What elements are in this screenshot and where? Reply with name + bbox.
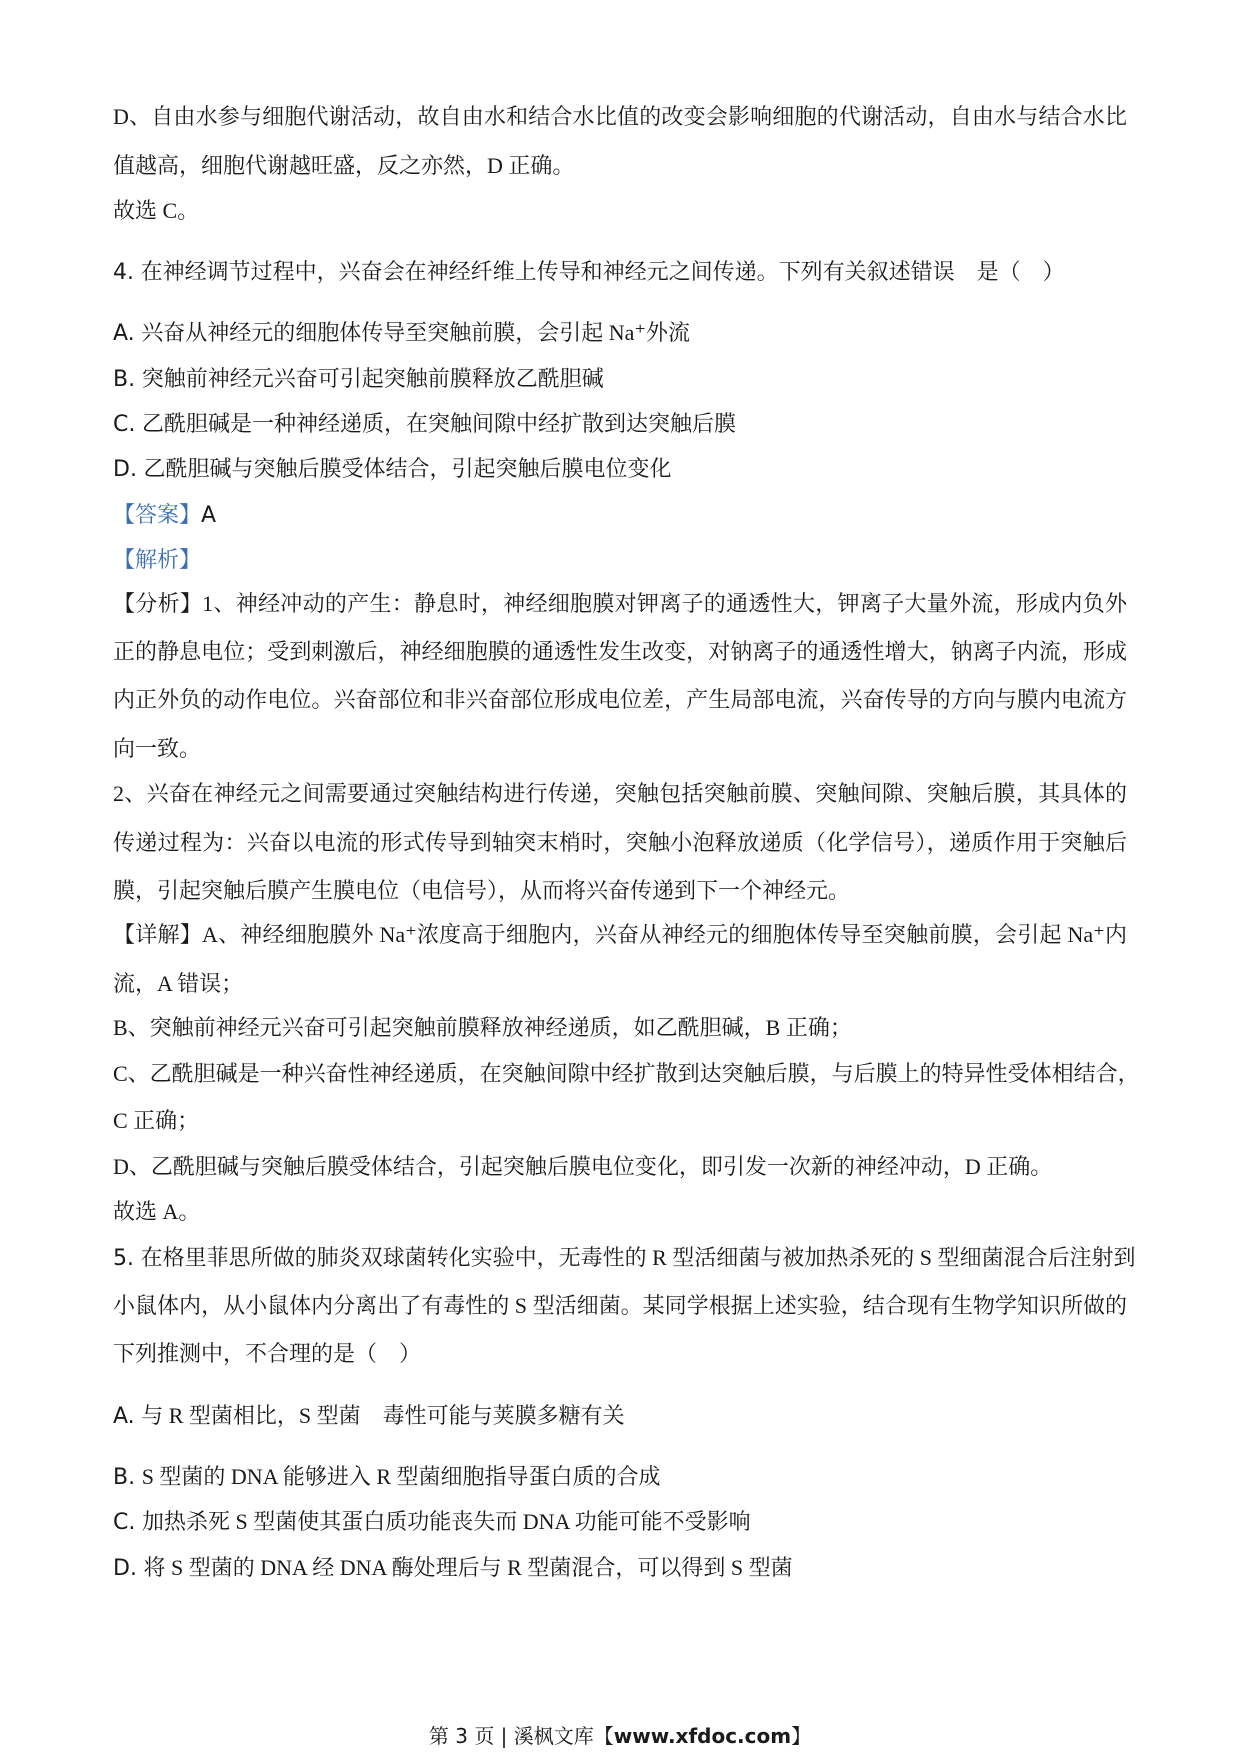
option-text: 乙酰胆碱与突触后膜受体结合，引起突触后膜电位变化 [143, 456, 672, 481]
analysis-line: 2、兴奋在神经元之间需要通过突触结构进行传递，突触包括突触前膜、突触间隙、突触后膜，其具体的 [113, 781, 1127, 806]
detail-line: B、突触前神经元兴奋可引起突触前膜释放神经递质，如乙酰胆碱，B 正确； [113, 1015, 852, 1040]
option-text: S 型菌的 DNA 能够进入 R 型菌细胞指导蛋白质的合成 [141, 1464, 661, 1489]
q4-option-b [113, 365, 604, 393]
question-4-stem [113, 258, 1065, 286]
detail-line: 【详解】A、神经细胞膜外 Na⁺浓度高于细胞内，兴奋从神经元的细胞体传导至突触前膜，会引起 Na⁺内 [113, 922, 1127, 947]
option-label: C. [113, 412, 136, 437]
option-text: 与 R 型菌相比，S 型菌 毒性可能与荚膜多糖有关 [141, 1403, 625, 1428]
answer-label: 【答案】 [113, 502, 202, 527]
detail-line: C 正确； [113, 1108, 200, 1133]
option-label: D. [113, 1556, 137, 1581]
analysis-line: 内正外负的动作电位。兴奋部位和非兴奋部位形成电位差，产生局部电流，兴奋传导的方向与膜内电流方 [113, 687, 1127, 712]
question-5-stem-line-2: 小鼠体内，从小鼠体内分离出了有毒性的 S 型活细菌。某同学根据上述实验，结合现有生物学知识所做的 [113, 1293, 1127, 1318]
analysis-line: 【分析】1、神经冲动的产生：静息时，神经细胞膜对钾离子的通透性大，钾离子大量外流，形成内负外 [113, 591, 1127, 616]
detail-line: C、乙酰胆碱是一种兴奋性神经递质，在突触间隙中经扩散到达突触后膜，与后膜上的特异性受体相结合， [113, 1061, 1140, 1086]
analysis-line: 传递过程为：兴奋以电流的形式传导到轴突末梢时，突触小泡释放递质（化学信号），递质作用于突触后 [113, 830, 1127, 855]
q4-option-a [113, 319, 690, 347]
explanation-label: 【解析】 [113, 547, 202, 572]
detail-line: D、乙酰胆碱与突触后膜受体结合，引起突触后膜电位变化，即引发一次新的神经冲动，D 正确。 [113, 1154, 1053, 1179]
question-stem-text: 在神经调节过程中，兴奋会在神经纤维上传导和神经元之间传递。下列有关叙述错误 是（ ） [140, 259, 1065, 284]
option-text: 突触前神经元兴奋可引起突触前膜释放乙酰胆碱 [141, 366, 604, 391]
q5-option-a [113, 1402, 625, 1430]
prev-analysis-d-line-2: 值越高，细胞代谢越旺盛，反之亦然，D 正确。 [113, 153, 575, 178]
prev-conclusion: 故选 C。 [113, 198, 200, 223]
option-label: A. [113, 321, 135, 346]
option-text: 将 S 型菌的 DNA 经 DNA 酶处理后与 R 型菌混合，可以得到 S 型菌 [143, 1555, 793, 1580]
q4-option-c [113, 410, 736, 438]
option-label: C. [113, 1510, 136, 1535]
question-number: 5. [113, 1246, 134, 1271]
question-stem-text: 在格里菲思所做的肺炎双球菌转化实验中，无毒性的 R 型活细菌与被加热杀死的 S 型细菌混合后注射到 [140, 1245, 1136, 1270]
footer-bracket: 】 [791, 1724, 812, 1748]
q5-option-c [113, 1508, 751, 1536]
q4-conclusion: 故选 A。 [113, 1199, 201, 1224]
option-label: A. [113, 1404, 135, 1429]
option-text: 兴奋从神经元的细胞体传导至突触前膜，会引起 Na⁺外流 [141, 320, 691, 345]
option-text: 乙酰胆碱是一种神经递质，在突触间隙中经扩散到达突触后膜 [141, 411, 736, 436]
page-footer [0, 1722, 1240, 1750]
answer-value: A [201, 503, 217, 528]
option-label: B. [113, 1465, 136, 1490]
option-text: 加热杀死 S 型菌使其蛋白质功能丧失而 DNA 功能可能不受影响 [141, 1509, 751, 1534]
analysis-line: 正的静息电位；受到刺激后，神经细胞膜的通透性发生改变，对钠离子的通透性增大，钠离子内流，形成 [113, 639, 1127, 664]
q5-option-b [113, 1463, 661, 1491]
prev-analysis-d-line-1: D、自由水参与细胞代谢活动，故自由水和结合水比值的改变会影响细胞的代谢活动，自由水与结合水比 [113, 104, 1127, 129]
analysis-line: 膜，引起突触后膜产生膜电位（电信号），从而将兴奋传递到下一个神经元。 [113, 878, 851, 903]
question-5-stem-line-1 [113, 1244, 1136, 1272]
answer-line [113, 501, 216, 529]
footer-page-number: 第 3 页 | 溪枫文库【 [428, 1724, 614, 1748]
option-label: D. [113, 457, 137, 482]
q5-option-d [113, 1554, 793, 1582]
question-5-stem-line-3: 下列推测中，不合理的是（ ） [113, 1341, 422, 1366]
question-number: 4. [113, 260, 134, 285]
q4-option-d [113, 455, 672, 483]
detail-line: 流，A 错误； [113, 971, 244, 996]
footer-site-link[interactable]: www.xfdoc.com [613, 1724, 792, 1748]
analysis-line: 向一致。 [113, 736, 202, 761]
option-label: B. [113, 367, 136, 392]
